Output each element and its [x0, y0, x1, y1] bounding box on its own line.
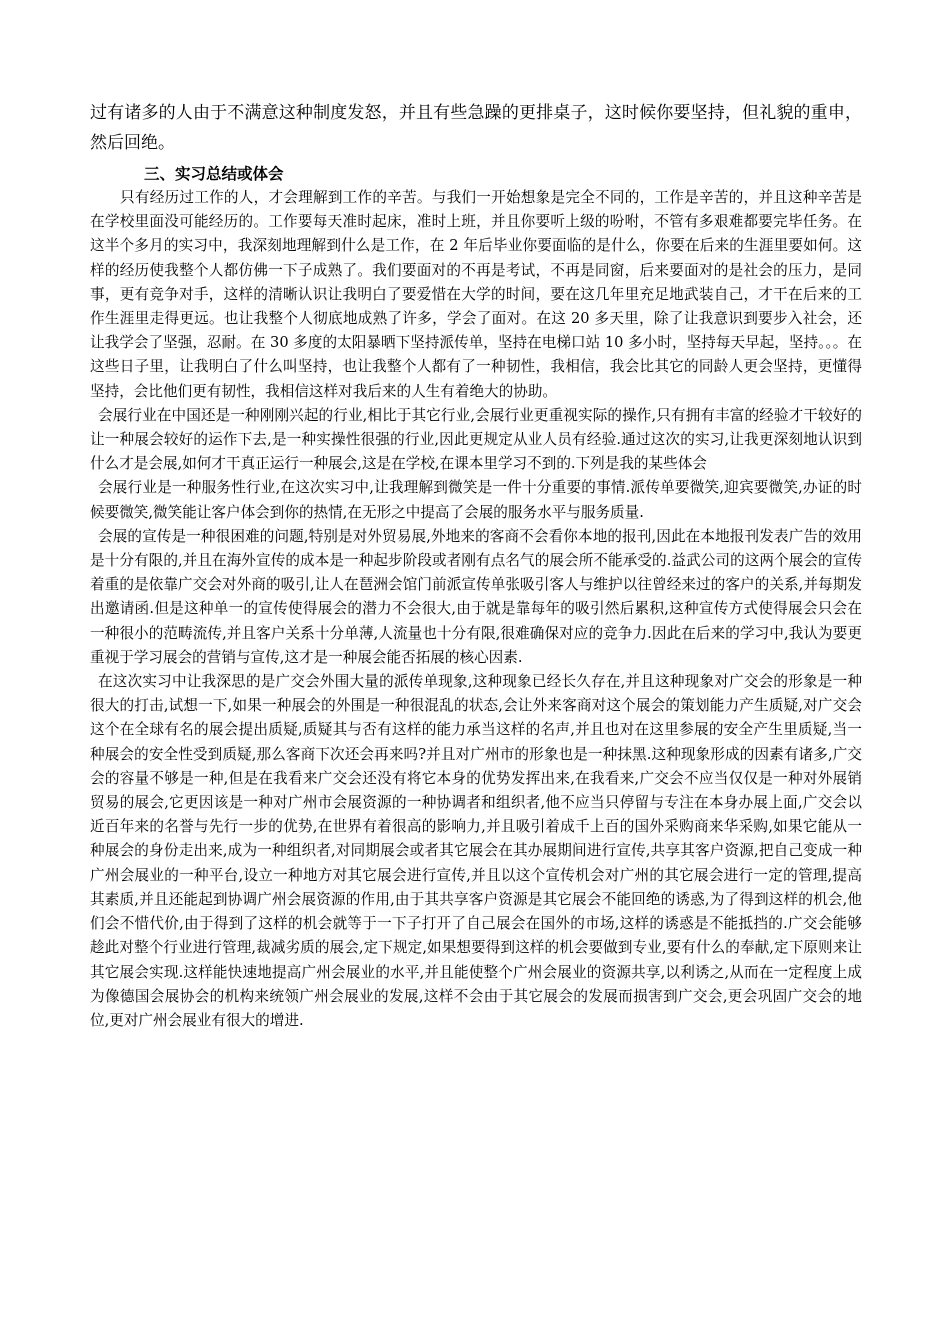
intro-paragraph: 过有诸多的人由于不满意这种制度发怒，并且有些急躁的更排桌子，这时候你要坚持，但礼貌的重申，然后回绝。: [90, 103, 862, 153]
body-paragraph-2: 会展行业在中国还是一种刚刚兴起的行业,相比于其它行业,会展行业更重视实际的操作,只有拥有丰富的经验才干较好的让一种展会较好的运作下去,是一种实操性很强的行业,因此更规定从业人员有经验.通过这次的实习,让我更深刻地认识到什么才是会展,如何才干真正运行一种展会,这是在学校,在课本里学习不到的.下列是我的某些体会: [90, 406, 862, 473]
section-heading: 三、实习总结或体会: [144, 165, 284, 183]
body-paragraph-3: 会展行业是一种服务性行业,在这次实习中,让我理解到微笑是一件十分重要的事情.派传单要微笑,迎宾要微笑,办证的时候要微笑,微笑能让客户体会到你的热情,在无形之中提高了会展的服务水平与服务质量.: [90, 479, 862, 521]
body-paragraph-5: 在这次实习中让我深思的是广交会外围大量的派传单现象,这种现象已经长久存在,并且这种现象对广交会的形象是一种很大的打击,试想一下,如果一种展会的外围是一种很混乱的状态,会让外来客商对这个展会的策划能力产生质疑,对广交会这个在全球有名的展会提出质疑,质疑其与否有这样的能力承当这样的名声,并且也对在这里参展的安全产生里质疑,当一种展会的安全性受到质疑,那么客商下次还会再来吗?并且对广州市的形象也是一种抹黑.这种现象形成的因素有诸多,广交会的容量不够是一种,但是在我看来广交会还没有将它本身的优势发挥出来,在我看来,广交会不应当仅仅是一种对外展销贸易的展会,它更因该是一种对广州市会展资源的一种协调者和组织者,他不应当只停留与专注在本身办展上面,广交会以近百年来的名誉与先行一步的优势,在世界有着很高的影响力,并且吸引着成千上百的国外采购商来华采购,如果它能从一种展会的身份走出来,成为一种组织者,对同期展会或者其它展会在其办展期间进行宣传,共享其客户资源,把自己变成一种广州会展业的一种平台,设立一种地方对其它展会进行宣传,并且以这个宣传机会对广州的其它展会进行一定的管理,提高其素质,并且还能起到协调广州会展资源的作用,由于其共享客户资源是其它展会不能回绝的诱惑,为了得到这样的机会,他们会不惜代价,由于得到了这样的机会就等于一下子打开了自己展会在国外的市场,这样的诱惑是不能抵挡的.广交会能够趁此对整个行业进行管理,裁减劣质的展会,定下规定,如果想要得到这样的机会要做到专业,要有什么的奉献,定下原则来让其它展会实现.这样能快速地提高广州会展业的水平,并且能使整个广州会展业的资源共享,以利诱之,从而在一定程度上成为像德国会展协会的机构来统领广州会展业的发展,这样不会由于其它展会的发展而损害到广交会,更会巩固广交会的地位,更对广州会展业有很大的增进.: [90, 673, 862, 1029]
body-paragraph-1: 只有经历过工作的人，才会理解到工作的辛苦。与我们一开始想象是完全不同的，工作是辛苦的，并且这种辛苦是在学校里面没可能经历的。工作要每天准时起床，准时上班，并且你要听上级的吩咐，不管有多艰难都要完毕任务。在这半个多月的实习中，我深刻地理解到什么是工作，在 2 年后毕业你要面临的是什么，你要在后来的生涯里要如何。这样的经历使我整个人都仿佛一下子成熟了。我们要面对的不再是考试，不再是同窗，后来要面对的是社会的压力，是同事，更有竞争对手，这样的清晰认识让我明白了要爱惜在大学的时间，要在这几年里充足地武装自己，才干在后来的工作生涯里走得更远。也让我整个人彻底地成熟了许多，学会了面对。在这 20 多天里，除了让我意识到要步入社会，还让我学会了坚强，忍耐。在 30 多度的太阳暴晒下坚持派传单，坚持在电梯口站 10 多小时，坚持每天早起，坚持。。。在这些日子里，让我明白了什么叫坚持，也让我整个人都有了一种韧性，我相信，我会比其它的同龄人更会坚持，更懂得坚持，会比他们更有韧性，我相信这样对我后来的人生有着绝大的协助。: [90, 189, 862, 400]
body-paragraph-4: 会展的宣传是一种很困难的问题,特别是对外贸易展,外地来的客商不会看你本地的报刊,因此在本地报刊发表广告的效用是十分有限的,并且在海外宣传的成本是一种起步阶段或者刚有点名气的展会所不能承受的.益武公司的这两个展会的宣传着重的是依靠广交会对外商的吸引,让人在琶洲会馆门前派宣传单张吸引客人与维护以往曾经来过的客户的关系,并每期发出邀请函.但是这种单一的宣传使得展会的潜力不会很大,由于就是靠每年的吸引然后累积,这种宣传方式使得展会只会在一种很小的范畴流传,并且客户关系十分单薄,人流量也十分有限,很难确保对应的竞争力.因此在后来的学习中,我认为要更重视于学习展会的营销与宣传,这才是一种展会能否拓展的核心因素.: [90, 527, 862, 666]
document-page: [90, 98, 862, 1033]
